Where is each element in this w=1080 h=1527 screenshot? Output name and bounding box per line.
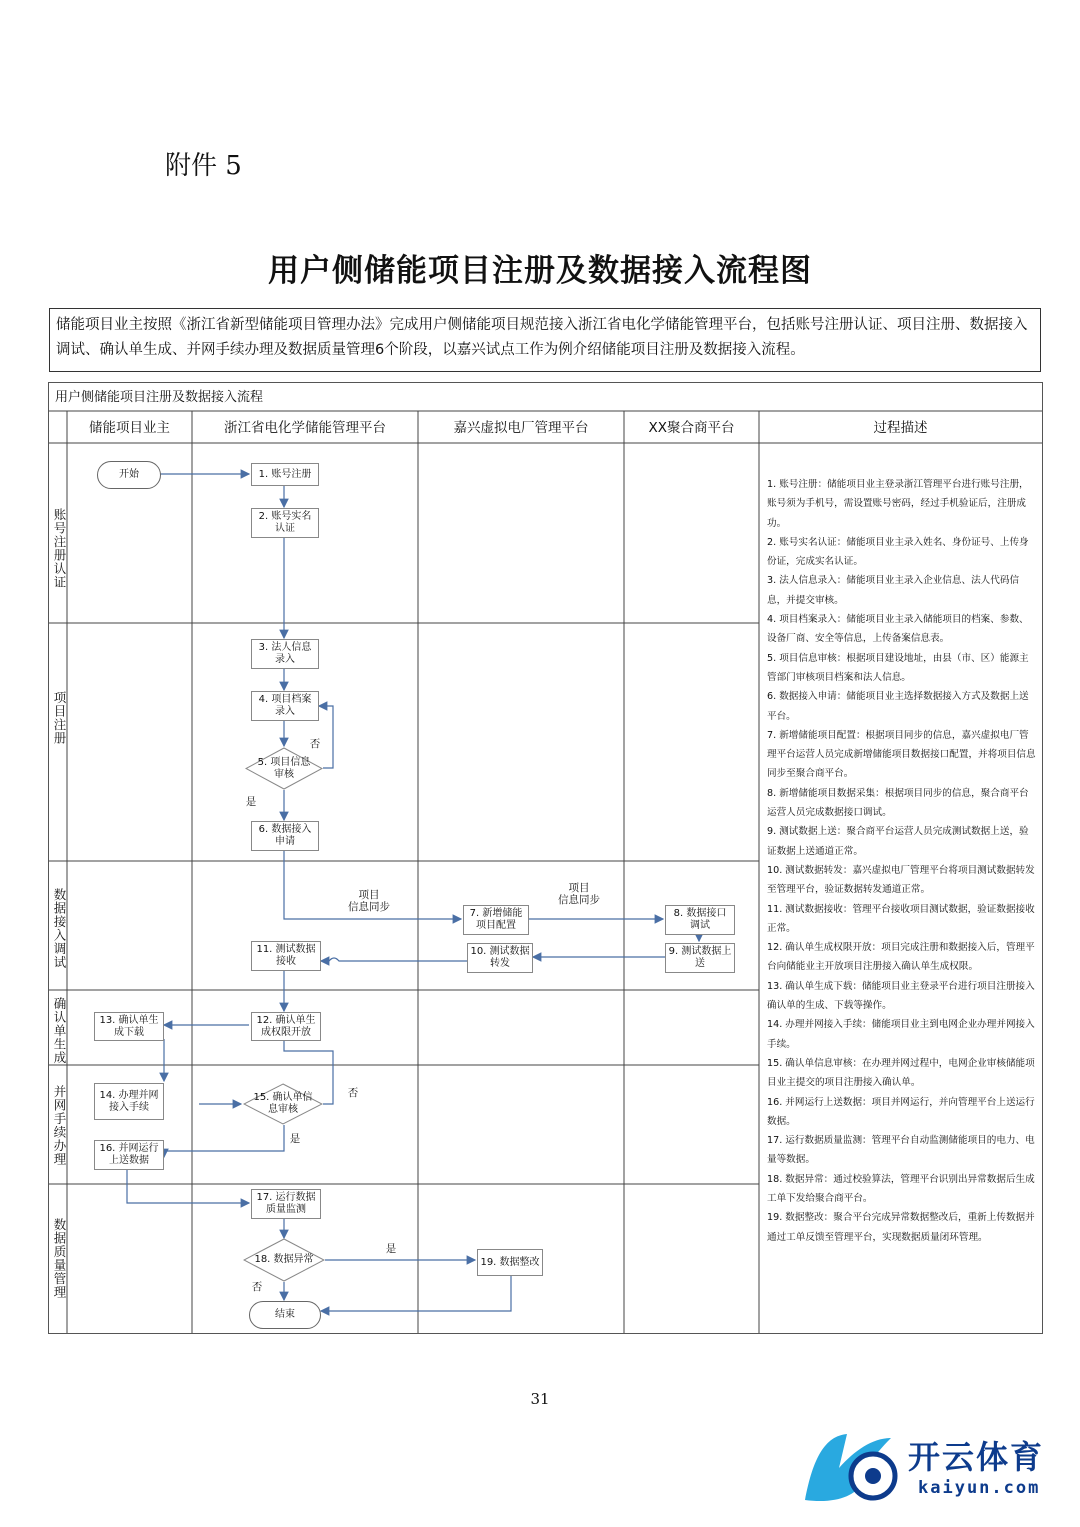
- intro-paragraph: 储能项目业主按照《浙江省新型储能项目管理办法》完成用户侧储能项目规范接入浙江省电化学储能管理平台，包括账号注册认证、项目注册、数据接入调试、确认单生成、并网手续办理及数据质量管理6个阶段，以嘉兴试点工作为例介绍储能项目注册及数据接入流程。: [49, 308, 1041, 372]
- label-sync-1: 项目 信息同步: [348, 889, 390, 913]
- description-item: 15. 确认单信息审核：在办理并网过程中，电网企业审核储能项目业主提交的项目注册接入确认单。: [767, 1057, 1035, 1089]
- watermark-domain: kaiyun.com: [918, 1478, 1041, 1498]
- process-description: [767, 475, 1037, 1247]
- lane-header-zhejiang-platform: 浙江省电化学储能管理平台: [224, 420, 386, 436]
- description-item: 8. 新增储能项目数据采集：根据项目同步的信息，聚合商平台运营人员完成数据接口调试。: [767, 787, 1029, 819]
- flowchart: [48, 382, 1043, 1334]
- label-no-5: 否: [309, 738, 321, 750]
- description-item: 4. 项目档案录入：储能项目业主录入储能项目的档案、参数、设备厂商、安全等信息，上传备案信息表。: [767, 614, 1029, 645]
- start-node: 开始: [97, 461, 161, 489]
- stage-confirmation-generation: 确认单生成: [52, 997, 67, 1065]
- document-title: 用户侧储能项目注册及数据接入流程图: [268, 253, 812, 289]
- description-item: 13. 确认单生成下载：储能项目业主登录平台进行项目注册接入确认单的生成、下载等操作。: [767, 980, 1035, 1012]
- description-item: 16. 并网运行上送数据：项目并网运行，并向管理平台上送运行数据。: [767, 1096, 1035, 1127]
- end-node: 结束: [249, 1301, 321, 1329]
- step-17-quality-monitor: 17. 运行数据 质量监测: [251, 1189, 321, 1219]
- label-no-15: 否: [347, 1087, 359, 1099]
- stage-account-registration: 账号注册认证: [52, 507, 67, 589]
- step-1-account-register: 1. 账号注册: [251, 463, 319, 486]
- step-3-legal-info: 3. 法人信息 录入: [251, 639, 319, 669]
- description-item: 1. 账号注册：储能项目业主登录浙江管理平台进行账号注册，账号须为手机号，需设置账号密码，经过手机验证后，注册成功。: [767, 479, 1029, 529]
- description-item: 3. 法人信息录入：储能项目业主录入企业信息、法人代码信息，并提交审核。: [767, 575, 1020, 606]
- decision-15-confirm-review: 15. 确认单信 息审核: [253, 1092, 313, 1115]
- page-number: 31: [530, 1390, 550, 1408]
- label-no-18: 否: [251, 1281, 263, 1293]
- step-11-test-data-receive: 11. 测试数据 接收: [251, 941, 321, 971]
- description-item: 9. 测试数据上送：聚合商平台运营人员完成测试数据上送，验证数据上送通道正常。: [767, 826, 1029, 857]
- step-9-test-data-upload: 9. 测试数据上 送: [665, 943, 735, 973]
- step-7-new-project-config: 7. 新增储能 项目配置: [463, 905, 529, 935]
- step-14-grid-procedure: 14. 办理并网 接入手续: [94, 1083, 164, 1120]
- step-8-interface-debug: 8. 数据接口 调试: [665, 905, 735, 935]
- stage-grid-connection: 并网手续办理: [52, 1085, 67, 1166]
- label-sync-2: 项目 信息同步: [558, 882, 600, 906]
- description-item: 19. 数据整改：聚合平台完成异常数据整改后，重新上传数据并通过工单反馈至管理平台，实现数据质量闭环管理。: [767, 1212, 1035, 1243]
- description-item: 14. 办理并网接入手续：储能项目业主到电网企业办理并网接入手续。: [767, 1019, 1035, 1050]
- description-item: 18. 数据异常：通过校验算法，管理平台识别出异常数据后生成工单下发给聚合商平台。: [767, 1173, 1035, 1204]
- description-item: 12. 确认单生成权限开放：项目完成注册和数据接入后，管理平台向储能业主开放项目注册接入确认单生成权限。: [767, 942, 1035, 973]
- step-12-confirm-permission: 12. 确认单生 成权限开放: [251, 1012, 321, 1041]
- step-13-confirm-download: 13. 确认单生 成下载: [94, 1012, 164, 1041]
- watermark-brand-name: 开云体育: [908, 1438, 1045, 1476]
- description-item: 10. 测试数据转发：嘉兴虚拟电厂管理平台将项目测试数据转发至管理平台，验证数据转发通道正常。: [767, 864, 1035, 896]
- stage-data-quality: 数据质量管理: [52, 1218, 67, 1299]
- lane-header-owner: 储能项目业主: [89, 420, 170, 436]
- description-item: 11. 测试数据接收：管理平台接收项目测试数据，验证数据接收正常。: [767, 903, 1035, 934]
- label-yes-15: 是: [289, 1133, 301, 1145]
- lane-header-aggregator-platform: XX聚合商平台: [648, 420, 735, 436]
- description-item: 2. 账号实名认证：储能项目业主录入姓名、身份证号、上传身份证，完成实名认证。: [767, 536, 1029, 568]
- step-6-data-access-apply: 6. 数据接入 申请: [251, 821, 319, 851]
- step-19-data-rectify: 19. 数据整改: [477, 1249, 543, 1276]
- description-item: 17. 运行数据质量监测：管理平台自动监测储能项目的电力、电量等数据。: [767, 1135, 1035, 1166]
- step-2-realname-verify: 2. 账号实名 认证: [251, 508, 319, 538]
- label-yes-18: 是: [385, 1243, 397, 1255]
- label-yes-5: 是: [245, 796, 257, 808]
- lane-header-jiaxing-platform: 嘉兴虚拟电厂管理平台: [453, 420, 589, 436]
- description-item: 7. 新增储能项目配置：根据项目同步的信息，嘉兴虚拟电厂管理平台运营人员完成新增储能项目数据接口配置，并将项目信息同步至聚合商平台。: [767, 729, 1036, 780]
- step-10-test-data-forward: 10. 测试数据 转发: [467, 943, 533, 973]
- description-item: 5. 项目信息审核：根据项目建设地址，由县（市、区）能源主管部门审核项目档案和法人信息。: [767, 652, 1029, 683]
- lane-header-process-description: 过程描述: [873, 420, 928, 436]
- description-item: 6. 数据接入申请：储能项目业主选择数据接入方式及数据上送平台。: [767, 691, 1029, 722]
- chart-caption: 用户侧储能项目注册及数据接入流程: [55, 390, 264, 405]
- decision-18-data-abnormal: 18. 数据异常: [254, 1254, 314, 1265]
- stage-project-registration: 项目注册: [52, 691, 67, 745]
- step-16-grid-data-upload: 16. 并网运行 上送数据: [94, 1140, 164, 1170]
- step-4-project-archive: 4. 项目档案 录入: [251, 691, 319, 721]
- decision-5-project-review: 5. 项目信息 审核: [257, 756, 311, 780]
- attachment-label: 附件 5: [165, 151, 242, 181]
- stage-data-access-debug: 数据接入调试: [52, 887, 67, 969]
